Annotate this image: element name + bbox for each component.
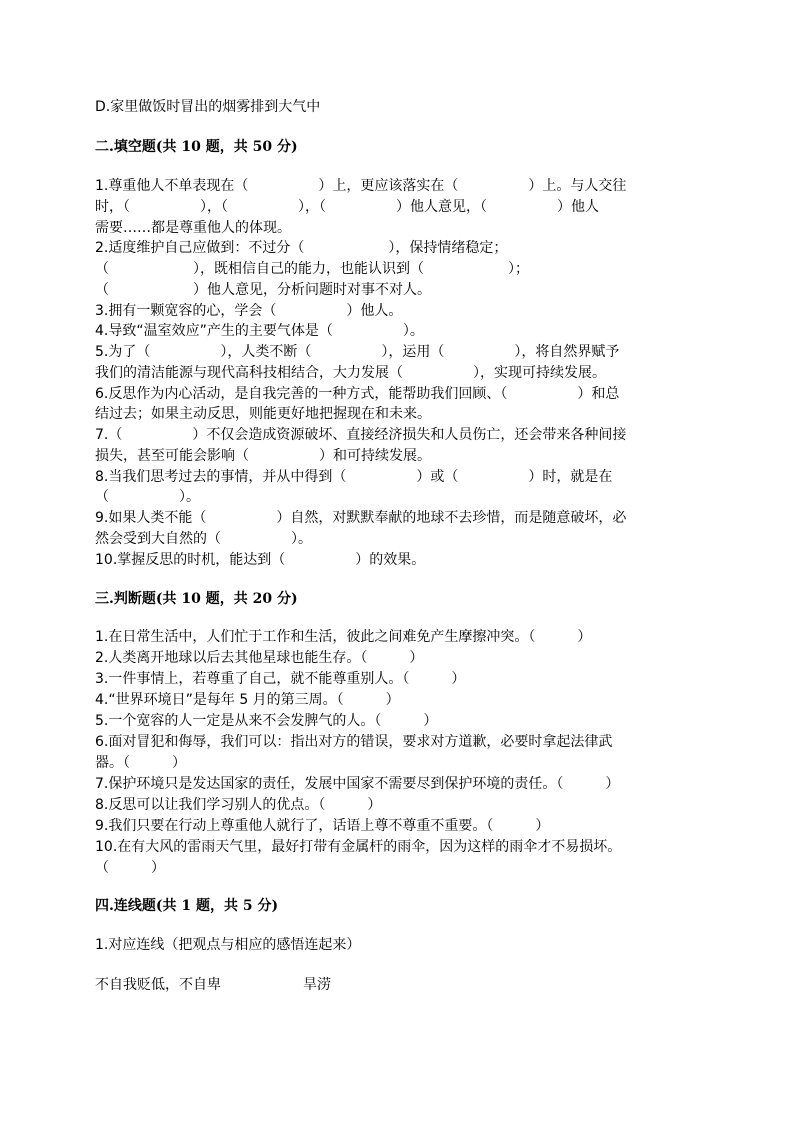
section-heading-fill-blank: 二.填空题(共 10 题，共 50 分): [95, 139, 298, 155]
section-heading-matching: 四.连线题(共 1 题，共 5 分): [95, 898, 279, 914]
true-false-line: 7.保护环境只是发达国家的责任，发展中国家不需要尽到保护环境的责任。（ ）: [95, 776, 620, 792]
true-false-line: 2.人类离开地球以后去其他星球也能生存。（ ）: [95, 650, 424, 666]
fill-blank-line: 结过去；如果主动反思，则能更好地把握现在和未来。: [95, 406, 431, 422]
true-false-line: 5.一个宽容的人一定是从来不会发脾气的人。（ ）: [95, 713, 438, 729]
true-false-line: 9.我们只要在行动上尊重他人就行了，话语上尊不尊重不重要。（ ）: [95, 818, 550, 834]
fill-blank-line: 8.当我们思考过去的事情，并从中得到（ ）或（ ）时，就是在: [95, 469, 613, 485]
matching-right-item: 旱涝: [303, 977, 331, 993]
fill-blank-line: 1.尊重他人不单表现在（ ）上，更应该落实在（ ）上。与人交往: [95, 178, 627, 194]
fill-blank-line: 5.为了（ ），人类不断（ ），运用（ ），将自然界赋予: [95, 344, 620, 360]
fill-blank-line: 7.（ ）不仅会造成资源破坏、直接经济损失和人员伤亡，还会带来各种间接: [95, 427, 627, 443]
true-false-line: 1.在日常生活中，人们忙于工作和生活，彼此之间难免产生摩擦冲突。（ ）: [95, 629, 592, 645]
fill-blank-line: 然会受到大自然的（ ）。: [95, 531, 312, 547]
true-false-line: 器。（ ）: [95, 755, 186, 771]
fill-blank-line: 损失，甚至可能会影响（ ）和可持续发展。: [95, 448, 431, 464]
fill-blank-line: 6.反思作为内心活动，是自我完善的一种方式，能帮助我们回顾、（ ）和总: [95, 386, 620, 402]
fill-blank-line: 4.导致“温室效应”产生的主要气体是（ ）。: [95, 323, 424, 339]
matching-left-item: 不自我贬低，不自卑: [95, 977, 221, 993]
true-false-line: 3.一件事情上，若尊重了自己，就不能尊重别人。（ ）: [95, 671, 466, 687]
fill-blank-line: （ ）他人意见，分析问题时对事不对人。: [95, 282, 431, 298]
matching-question: 1.对应连线（把观点与相应的感悟连起来）: [95, 937, 361, 953]
fill-blank-line: 时，（ ），（ ），（ ）他人意见，（ ）他人: [95, 199, 599, 215]
true-false-line: （ ）: [95, 860, 165, 876]
fill-blank-line: 10.掌握反思的时机，能达到（ ）的效果。: [95, 552, 426, 568]
section-heading-true-false: 三.判断题(共 10 题，共 20 分): [95, 591, 298, 607]
fill-blank-line: 3.拥有一颗宽容的心，学会（ ）他人。: [95, 303, 403, 319]
fill-blank-line: 需要……都是尊重他人的体现。: [95, 220, 291, 236]
fill-blank-line: 2.适度维护自己应做到：不过分（ ），保持情绪稳定；: [95, 240, 508, 256]
fill-blank-line: 9.如果人类不能（ ）自然，对默默奉献的地球不去珍惜，而是随意破坏，必: [95, 510, 627, 526]
true-false-line: 8.反思可以让我们学习别人的优点。（ ）: [95, 797, 382, 813]
option-d-text: D.家里做饭时冒出的烟雾排到大气中: [95, 99, 321, 115]
fill-blank-line: 我们的清洁能源与现代高科技相结合，大力发展（ ），实现可持续发展。: [95, 365, 606, 381]
true-false-line: 4.“世界环境日”是每年 5 月的第三周。（ ）: [95, 692, 400, 708]
fill-blank-line: （ ），既相信自己的能力，也能认识到（ ）；: [95, 261, 529, 277]
true-false-line: 6.面对冒犯和侮辱，我们可以：指出对方的错误，要求对方道歉，必要时拿起法律武: [95, 734, 613, 750]
fill-blank-line: （ ）。: [95, 489, 200, 505]
true-false-line: 10.在有大风的雷雨天气里，最好打带有金属杆的雨伞，因为这样的雨伞才不易损坏。: [95, 839, 622, 855]
